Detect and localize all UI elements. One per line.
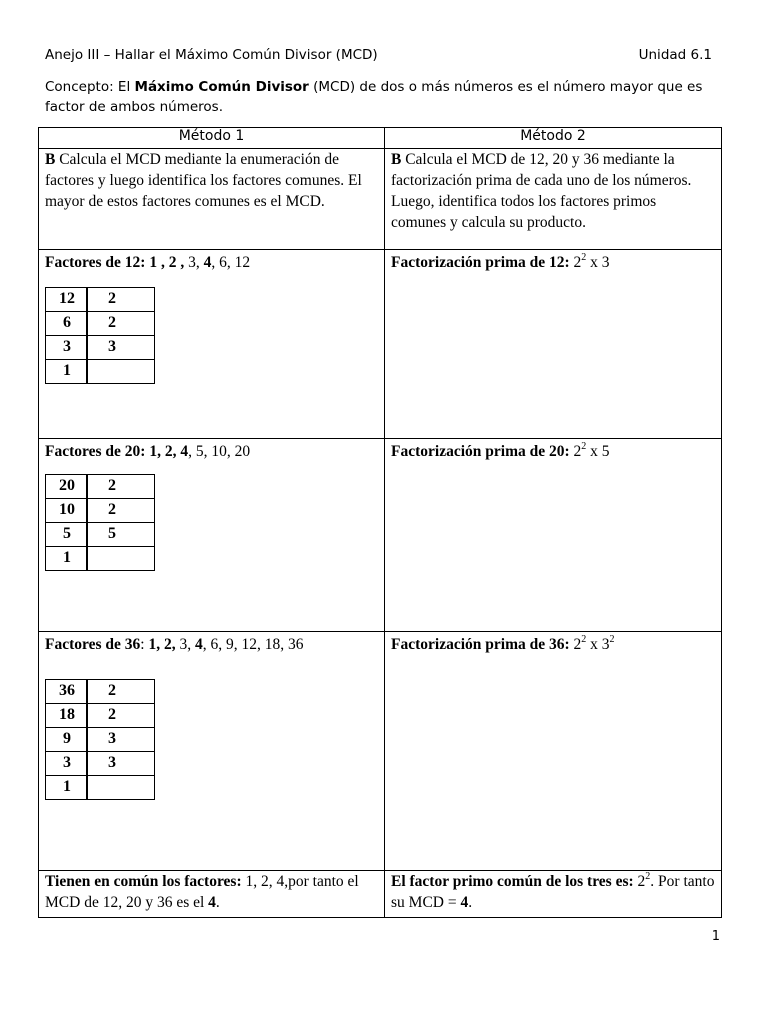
ladder-number: 9	[46, 728, 88, 752]
prime-36-exponent-2: 2	[609, 634, 615, 645]
conclusion-1-end: .	[215, 894, 220, 911]
ladder-number: 1	[46, 547, 88, 571]
prime-20-line	[391, 441, 715, 462]
ladder-divisor: 2	[87, 475, 155, 499]
division-ladder-12	[45, 287, 155, 384]
prime-36-cell	[385, 632, 722, 871]
factors-12-cell	[39, 250, 385, 439]
ladder-divisor	[87, 776, 155, 800]
factors-20-line	[45, 441, 378, 462]
prime-20-base: 2	[573, 443, 582, 460]
ladder-number: 5	[46, 523, 88, 547]
method-2-label: B	[391, 151, 402, 168]
method-1-label: B	[45, 151, 56, 168]
ladder-number: 18	[46, 704, 88, 728]
prime-20-label: Factorización prima de 20:	[391, 443, 570, 460]
factors-12-bold-b: 4	[203, 254, 212, 271]
methods-table	[38, 127, 722, 918]
prime-36-base: 2	[573, 636, 582, 653]
prime-12-base: 2	[573, 254, 582, 271]
method-2-instruction	[385, 149, 722, 250]
prime-36-line	[391, 634, 715, 655]
prime-36-rest: x 3	[586, 636, 610, 653]
ladder-number: 1	[46, 776, 88, 800]
prime-12-rest: x 3	[586, 254, 610, 271]
factors-20-rest-b: , 5, 10, 20	[188, 443, 251, 460]
conclusion-2-text: . Por tanto su MCD =	[391, 873, 715, 911]
prime-12-label: Factorización prima de 12:	[391, 254, 570, 271]
method-1-text: Calcula el MCD mediante la enumeración de factores y luego identifica los factores comunes. El mayor de estos factores comunes es el MCD.	[45, 151, 362, 210]
division-ladder-20	[45, 474, 155, 571]
factors-36-rest-b: , 6, 9, 12, 18, 36	[202, 636, 304, 653]
ladder-divisor: 3	[87, 336, 155, 360]
ladder-number: 12	[46, 288, 88, 312]
factors-36-cell	[39, 632, 385, 871]
method-2-text: Calcula el MCD de 12, 20 y 36 mediante la factorización prima de cada uno de los números. Luego, identifica todos los factores primos comunes y calcula su producto.	[391, 151, 692, 231]
ladder-divisor: 3	[87, 752, 155, 776]
prime-12-exponent: 2	[581, 252, 587, 263]
factors-36-colon: :	[140, 636, 149, 653]
document-title: Anejo III – Hallar el Máximo Común Divisor (MCD)	[45, 47, 378, 63]
concept-paragraph	[45, 77, 725, 117]
ladder-number: 36	[46, 680, 88, 704]
concept-prefix: Concepto: El	[45, 79, 135, 95]
conclusion-method-2	[385, 871, 722, 918]
col-header-method-1: Método 1	[39, 128, 385, 149]
factors-36-bold-b: 4	[194, 636, 203, 653]
ladder-divisor: 2	[87, 680, 155, 704]
factors-20-label: Factores de 20:	[45, 443, 146, 460]
ladder-divisor: 2	[87, 288, 155, 312]
prime-20-rest: x 5	[586, 443, 610, 460]
prime-12-line	[391, 252, 715, 273]
conclusion-2-exponent: 2	[645, 871, 651, 882]
ladder-number: 3	[46, 336, 88, 360]
factors-12-rest-b: , 6, 12	[211, 254, 251, 271]
ladder-divisor: 2	[87, 499, 155, 523]
concept-suffix: (MCD) de dos o más números es el número mayor que es factor de ambos números.	[45, 79, 703, 115]
factors-36-rest-a: 3,	[175, 636, 195, 653]
conclusion-method-1	[39, 871, 385, 918]
ladder-divisor: 2	[87, 704, 155, 728]
prime-36-label: Factorización prima de 36:	[391, 636, 570, 653]
factors-12-rest-a: 3,	[184, 254, 204, 271]
factors-12-line	[45, 252, 378, 273]
prime-20-cell	[385, 439, 722, 632]
ladder-divisor: 5	[87, 523, 155, 547]
concept-term: Máximo Común Divisor	[134, 79, 309, 95]
ladder-divisor	[87, 360, 155, 384]
conclusion-1-answer: 4	[208, 894, 216, 911]
prime-12-cell	[385, 250, 722, 439]
method-1-instruction	[39, 149, 385, 250]
ladder-number: 3	[46, 752, 88, 776]
ladder-number: 1	[46, 360, 88, 384]
factors-36-line	[45, 634, 378, 655]
conclusion-2-base: 2	[633, 873, 646, 890]
division-ladder-36	[45, 679, 155, 800]
factors-12-bold: 1 , 2 ,	[149, 254, 185, 271]
ladder-number: 6	[46, 312, 88, 336]
page-number: 1	[711, 929, 720, 944]
ladder-divisor	[87, 547, 155, 571]
factors-20-bold-b: 4	[180, 443, 189, 460]
factors-36-label: Factores de 36	[45, 636, 141, 653]
ladder-divisor: 2	[87, 312, 155, 336]
prime-20-exponent: 2	[581, 441, 587, 452]
col-header-method-2: Método 2	[385, 128, 722, 149]
unit-label: Unidad 6.1	[638, 47, 712, 63]
conclusion-1-text: 1, 2, 4,por tanto el MCD de 12, 20 y 36 es el	[45, 873, 359, 911]
factors-20-cell	[39, 439, 385, 632]
factors-12-label: Factores de 12:	[45, 254, 146, 271]
prime-36-exponent-1: 2	[581, 634, 587, 645]
factors-36-bold: 1, 2,	[148, 636, 176, 653]
conclusion-2-label: El factor primo común de los tres es:	[391, 873, 634, 890]
factors-20-bold: 1, 2,	[149, 443, 177, 460]
ladder-number: 10	[46, 499, 88, 523]
conclusion-1-label: Tienen en común los factores:	[45, 873, 242, 890]
ladder-divisor: 3	[87, 728, 155, 752]
ladder-number: 20	[46, 475, 88, 499]
conclusion-2-answer: 4	[460, 894, 469, 911]
conclusion-2-end: .	[468, 894, 473, 911]
